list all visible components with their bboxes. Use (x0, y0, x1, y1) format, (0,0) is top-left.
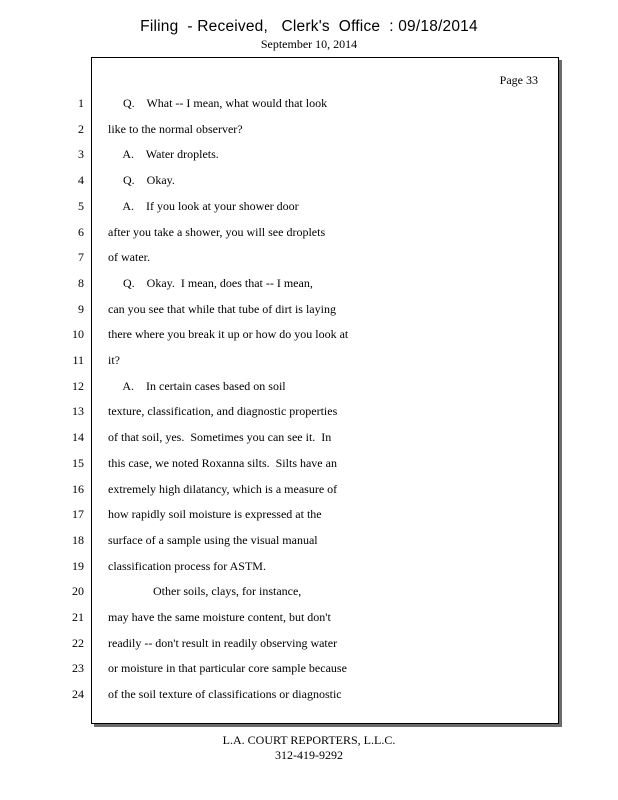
line-number: 14 (72, 430, 84, 444)
line-number: 23 (72, 661, 84, 675)
line-number: 20 (72, 584, 84, 598)
line-number: 18 (72, 533, 84, 547)
line-text: surface of a sample using the visual manual (108, 533, 318, 547)
line-text: extremely high dilatancy, which is a measure of (108, 482, 338, 496)
line-text: how rapidly soil moisture is expressed at the (108, 507, 322, 521)
line-number: 22 (72, 636, 84, 650)
line-text: A. If you look at your shower door (108, 199, 299, 213)
line-text: of that soil, yes. Sometimes you can see it. In (108, 430, 332, 444)
line-text: may have the same moisture content, but don't (108, 610, 331, 624)
line-number: 17 (72, 507, 84, 521)
line-text: texture, classification, and diagnostic properties (108, 404, 338, 418)
line-number: 10 (72, 327, 84, 341)
footer-phone: 312-419-9292 (275, 748, 343, 762)
line-number: 21 (72, 610, 84, 624)
line-text: Q. What -- I mean, what would that look (108, 96, 328, 110)
line-text: can you see that while that tube of dirt is laying (108, 302, 336, 316)
line-text: Q. Okay. (108, 173, 175, 187)
line-text: A. In certain cases based on soil (108, 379, 286, 393)
line-text: of water. (108, 250, 150, 264)
line-number: 5 (78, 199, 84, 213)
line-number: 7 (78, 250, 84, 264)
line-number: 1 (78, 96, 84, 110)
line-number: 13 (72, 404, 84, 418)
line-number: 15 (72, 456, 84, 470)
line-number: 6 (78, 225, 84, 239)
line-text: Other soils, clays, for instance, (108, 584, 302, 598)
line-text: or moisture in that particular core sample because (108, 661, 347, 675)
line-text: readily -- don't result in readily observing water (108, 636, 338, 650)
line-number: 3 (78, 147, 84, 161)
line-text: there where you break it up or how do you look at (108, 327, 349, 341)
line-number: 4 (78, 173, 84, 187)
line-number: 12 (72, 379, 84, 393)
filing-stamp: Filing - Received, Clerk's Office : 09/18/2014 (140, 18, 478, 35)
line-number: 19 (72, 559, 84, 573)
line-number: 16 (72, 482, 84, 496)
line-text: Q. Okay. I mean, does that -- I mean, (108, 276, 313, 290)
deposition-date: September 10, 2014 (260, 37, 358, 51)
line-text: after you take a shower, you will see droplets (108, 225, 326, 239)
line-text: classification process for ASTM. (108, 559, 266, 573)
line-text: this case, we noted Roxanna silts. Silts have an (108, 456, 337, 470)
line-number: 2 (78, 122, 84, 136)
page-number: Page 33 (499, 73, 538, 87)
line-text: A. Water droplets. (108, 147, 219, 161)
line-number: 24 (72, 687, 84, 701)
line-text: like to the normal observer? (108, 122, 243, 136)
line-number: 11 (72, 353, 84, 367)
footer-company: L.A. COURT REPORTERS, L.L.C. (222, 733, 396, 747)
line-number: 9 (78, 302, 84, 316)
line-number: 8 (78, 276, 84, 290)
line-text: it? (108, 353, 120, 367)
line-text: of the soil texture of classifications or diagnostic (108, 687, 342, 701)
